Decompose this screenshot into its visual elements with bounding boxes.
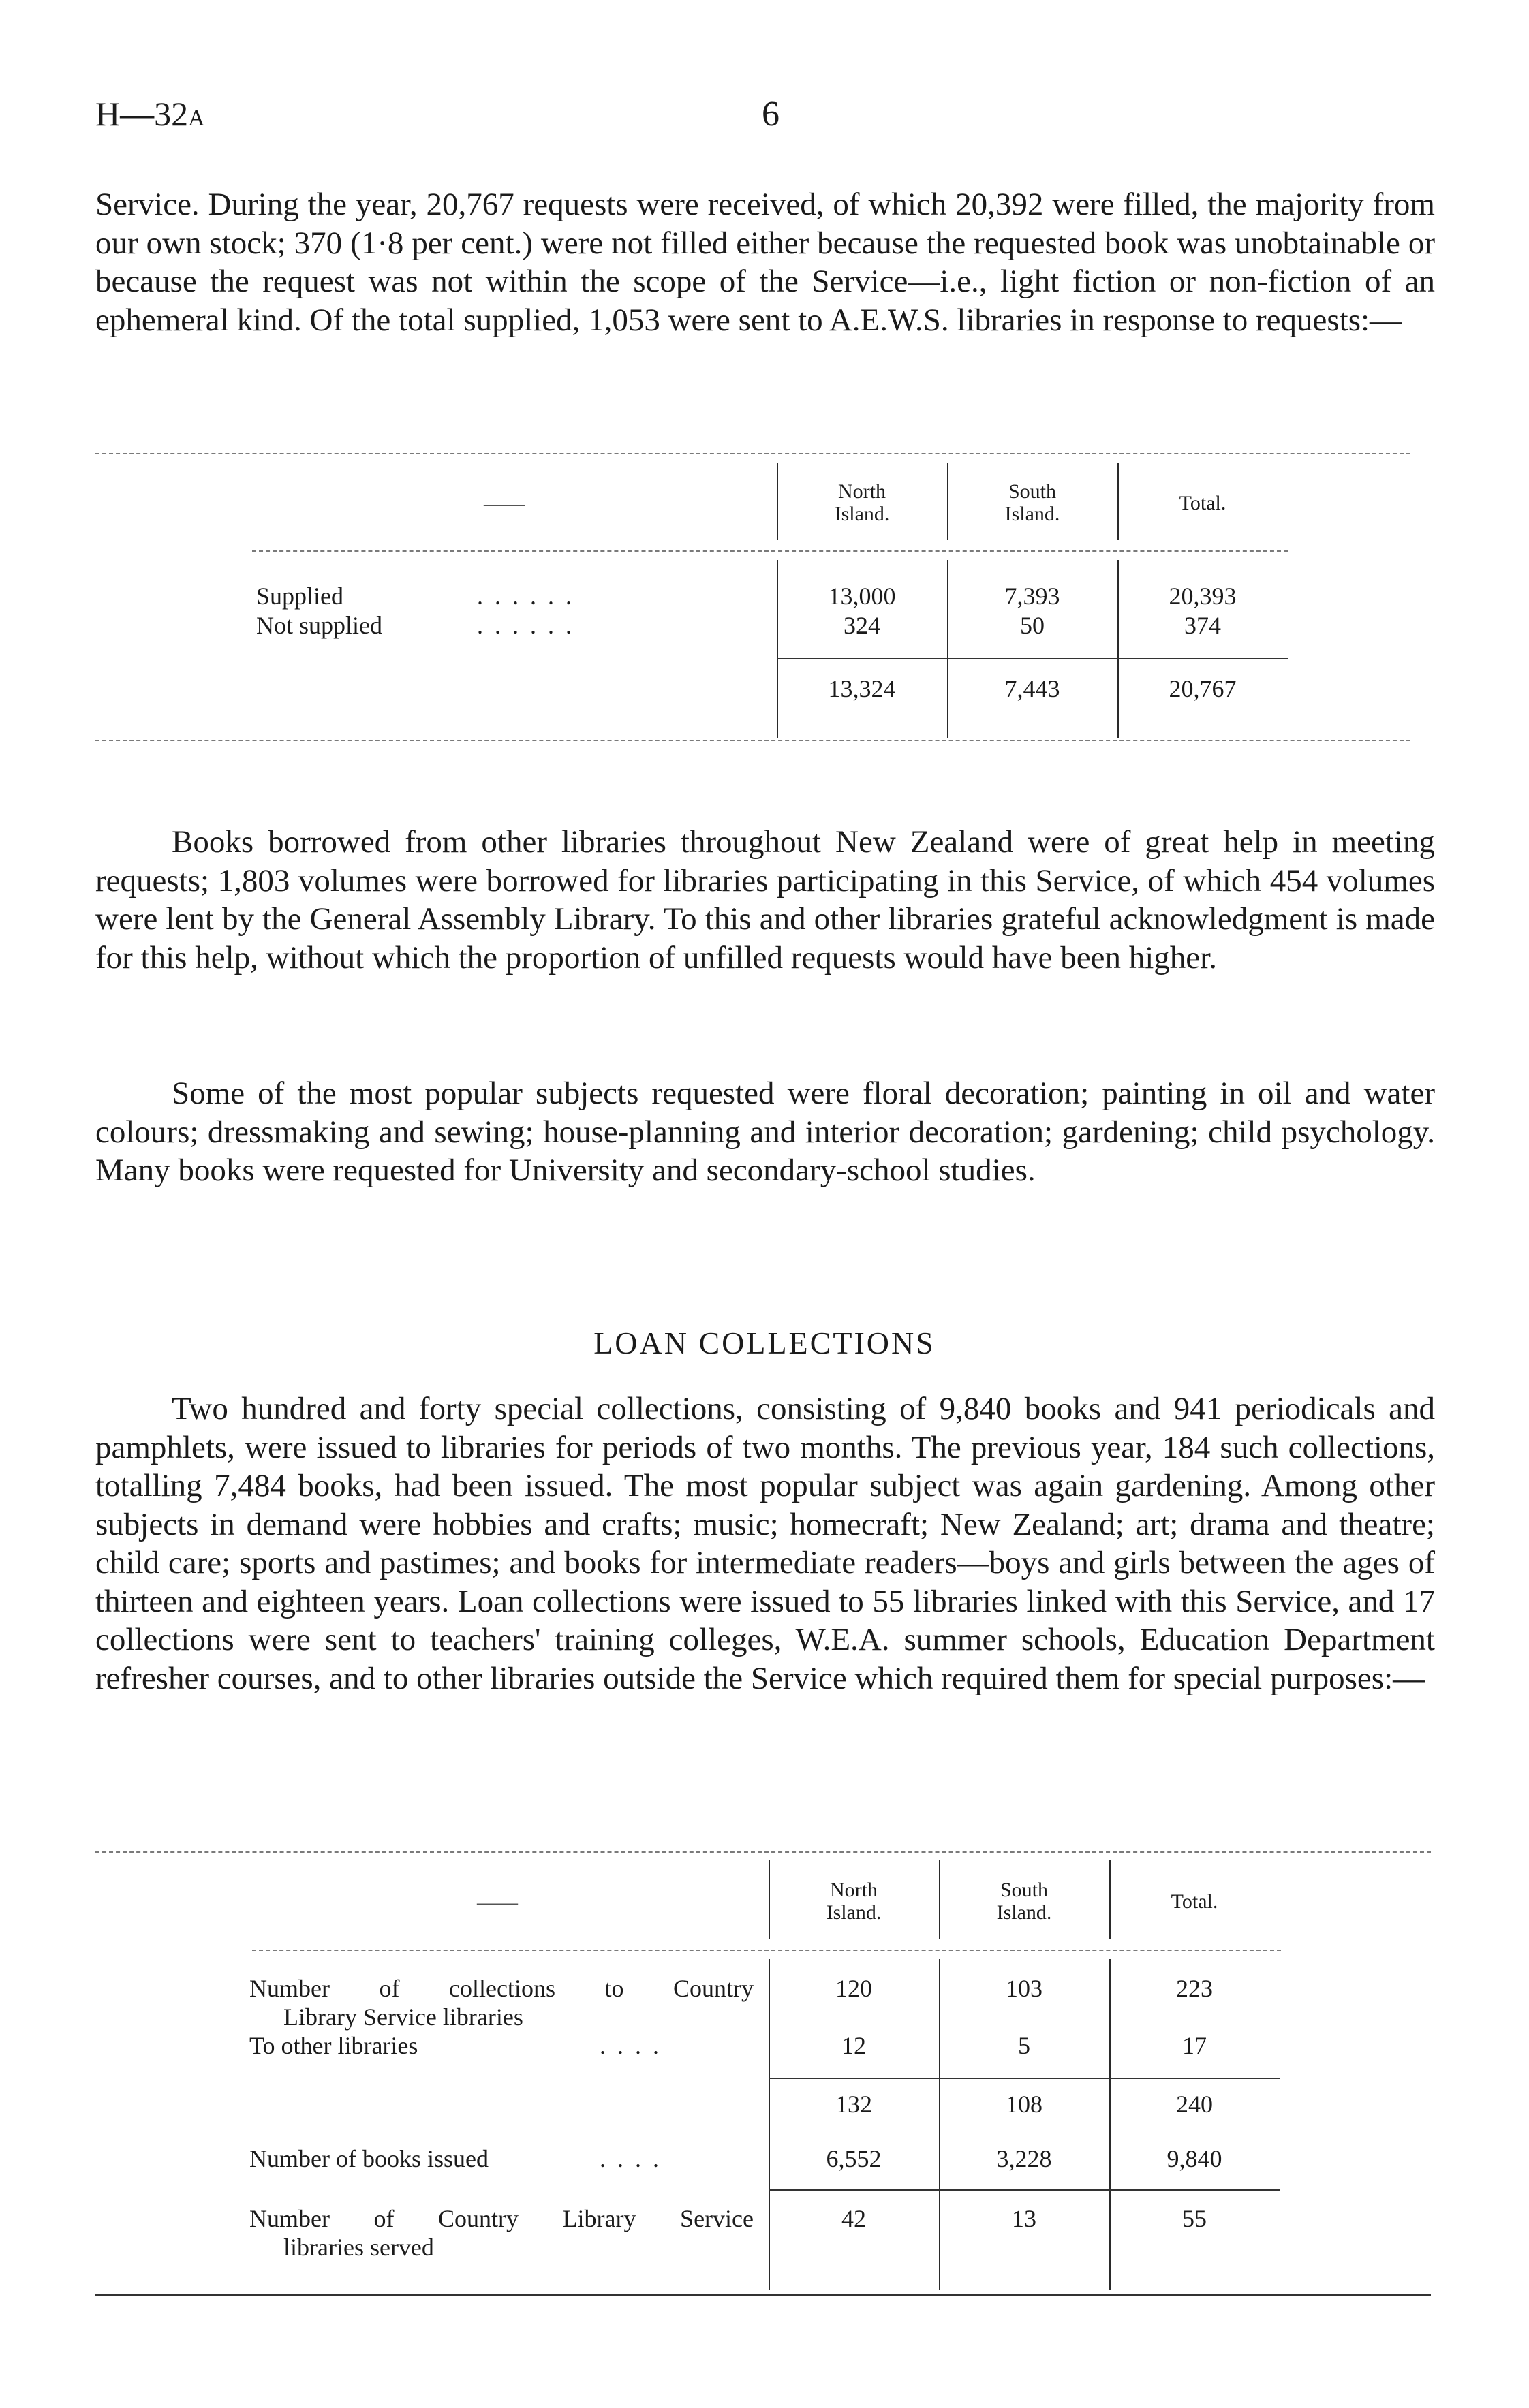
table2-vline-3a	[1109, 1860, 1111, 1939]
table2-collections-north: 120	[835, 1975, 872, 2002]
table1-header-rule	[252, 550, 1288, 552]
paragraph-popular-subjects: Some of the most popular subjects requested were floral decoration; painting in oil and water colours; dressmaking and sewing; house-planning and interior decoration; gardening; child psychology. Many books were requested for University and secondary-school studies.	[95, 1076, 1435, 1188]
section-heading-loan-collections: LOAN COLLECTIONS	[593, 1326, 936, 1360]
paragraph-service-requests: Service. During the year, 20,767 requests were received, of which 20,392 were filled, the majority from our own stock; 370 (1·8 per cent.) were not filled either because the requested book was unobtainable or because the request was not within the scope of the Service—i.e., light fiction or non-fiction of an ephemeral kind. Of the total supplied, 1,053 were sent to A.E.W.S. libraries in response to requests:—	[95, 187, 1435, 338]
paragraph-loan-collections: Two hundred and forty special collections, consisting of 9,840 books and 941 periodicals and pamphlets, were issued to libraries for periods of two months. The previous year, 184 such collections, totalling 7,484 books, had been issued. The most popular subject was again gardening. Among other subjects in demand were hobbies and crafts; music; homecraft; New Zealand; art; drama and theatre; child care; sports and pastimes; and books for intermediate readers—boys and girls between the ages of thirteen and eighteen years. Loan collections were issued to 55 libraries linked with this Service, and 17 collections were sent to teachers' training colleges, W.E.A. summer schools, Education Department refresher courses, and to other libraries outside the Service which required them for special purposes:—	[95, 1391, 1435, 1696]
table2-vline-1b	[769, 1959, 770, 2290]
table2-row-served-label	[249, 2204, 754, 2262]
table2-vline-2a	[939, 1860, 940, 1939]
table1-supplied-south: 7,393	[1004, 582, 1060, 610]
table1-total-total: 20,767	[1169, 675, 1237, 702]
table1-top-rule	[95, 453, 1410, 454]
table2-row-other-dots: . . . .	[600, 2032, 662, 2059]
table1-row-notsupplied-label: Not supplied	[256, 612, 382, 639]
table1-sum-rule	[777, 658, 1288, 659]
table1-vline-2a	[947, 463, 948, 540]
table2-collections-total: 223	[1176, 1975, 1213, 2002]
document-code-main: H—32	[95, 95, 189, 133]
document-code-suffix: A	[188, 106, 205, 131]
table2-row-served-label-1: Number of Country Library Service	[249, 2205, 754, 2232]
table1-vline-1a	[777, 463, 778, 540]
table2-header-north-1: North	[830, 1879, 878, 1901]
table2-row-other-label: To other libraries	[249, 2032, 418, 2059]
table2-header-rule	[252, 1950, 1281, 1951]
table2-collections-south: 103	[1006, 1975, 1042, 2002]
table1-total-north: 13,324	[828, 675, 896, 702]
table2-sum-rule	[769, 2078, 1280, 2079]
table1-notsupplied-south: 50	[1020, 612, 1045, 639]
table2-served-north: 42	[841, 2205, 866, 2232]
table1-header-south-2: Island.	[1004, 503, 1060, 525]
table1-notsupplied-north: 324	[844, 612, 880, 639]
table2-row-books-label: Number of books issued	[249, 2145, 489, 2172]
table2-row-collections-label	[249, 1974, 754, 2031]
table1-header-north-2: Island.	[834, 503, 890, 525]
table2-header-south	[939, 1879, 1109, 1924]
table2-other-north: 12	[841, 2032, 866, 2059]
table2-subtotal-south: 108	[1006, 2091, 1042, 2118]
table2-top-rule	[95, 1851, 1431, 1853]
table2-books-south: 3,228	[996, 2145, 1052, 2172]
table2-rule-books	[769, 2189, 1280, 2191]
table1-row-supplied-label: Supplied	[256, 582, 344, 610]
table2-row-collections-label-1: Number of collections to Country	[249, 1975, 754, 2002]
table2-subtotal-total: 240	[1176, 2091, 1213, 2118]
table2-corner: ——	[477, 1891, 518, 1913]
table2-vline-1a	[769, 1860, 770, 1939]
table2-other-total: 17	[1182, 2032, 1207, 2059]
document-code	[95, 94, 205, 134]
table1-header-north-1: North	[838, 480, 886, 503]
table2-row-served-label-2: libraries served	[283, 2234, 434, 2261]
table2-header-total: Total.	[1171, 1890, 1218, 1913]
table2-header-north	[769, 1879, 939, 1924]
table1-bottom-rule	[95, 740, 1410, 741]
table2-header-north-2: Island.	[826, 1901, 882, 1924]
table1-total-south: 7,443	[1004, 675, 1060, 702]
table2-served-south: 13	[1012, 2205, 1036, 2232]
paragraph-books-borrowed: Books borrowed from other libraries throughout New Zealand were of great help in meeting requests; 1,803 volumes were borrowed for libraries participating in this Service, of which 454 volumes were lent by the General Assembly Library. To this and other libraries grateful acknowledgment is made for this help, without which the proportion of unfilled requests would have been higher.	[95, 824, 1435, 975]
table1-header-south-1: South	[1008, 480, 1057, 503]
table1-vline-3a	[1117, 463, 1119, 540]
table2-row-collections-label-2: Library Service libraries	[283, 2003, 523, 2031]
page-number: 6	[762, 95, 779, 134]
table1-row-supplied-dots: . . . . . .	[477, 582, 574, 610]
table1-notsupplied-total: 374	[1184, 612, 1221, 639]
table2-other-south: 5	[1018, 2032, 1030, 2059]
table2-books-north: 6,552	[826, 2145, 882, 2172]
table2-vline-2b	[939, 1959, 940, 2290]
table1-supplied-north: 13,000	[828, 582, 896, 610]
table2-served-total: 55	[1182, 2205, 1207, 2232]
table2-header-south-2: Island.	[996, 1901, 1052, 1924]
table1-row-notsupplied-dots: . . . . . .	[477, 612, 574, 639]
table1-header-north	[777, 480, 947, 525]
table1-header-south	[947, 480, 1117, 525]
table2-header-south-1: South	[1000, 1879, 1049, 1901]
table1-supplied-total: 20,393	[1169, 582, 1237, 610]
table2-books-total: 9,840	[1167, 2145, 1222, 2172]
table2-vline-3b	[1109, 1959, 1111, 2290]
table2-subtotal-north: 132	[835, 2091, 872, 2118]
table1-corner: ——	[484, 492, 525, 515]
table2-row-books-dots: . . . .	[600, 2145, 662, 2172]
table2-bottom-rule	[95, 2294, 1431, 2296]
table1-header-total: Total.	[1179, 492, 1226, 514]
